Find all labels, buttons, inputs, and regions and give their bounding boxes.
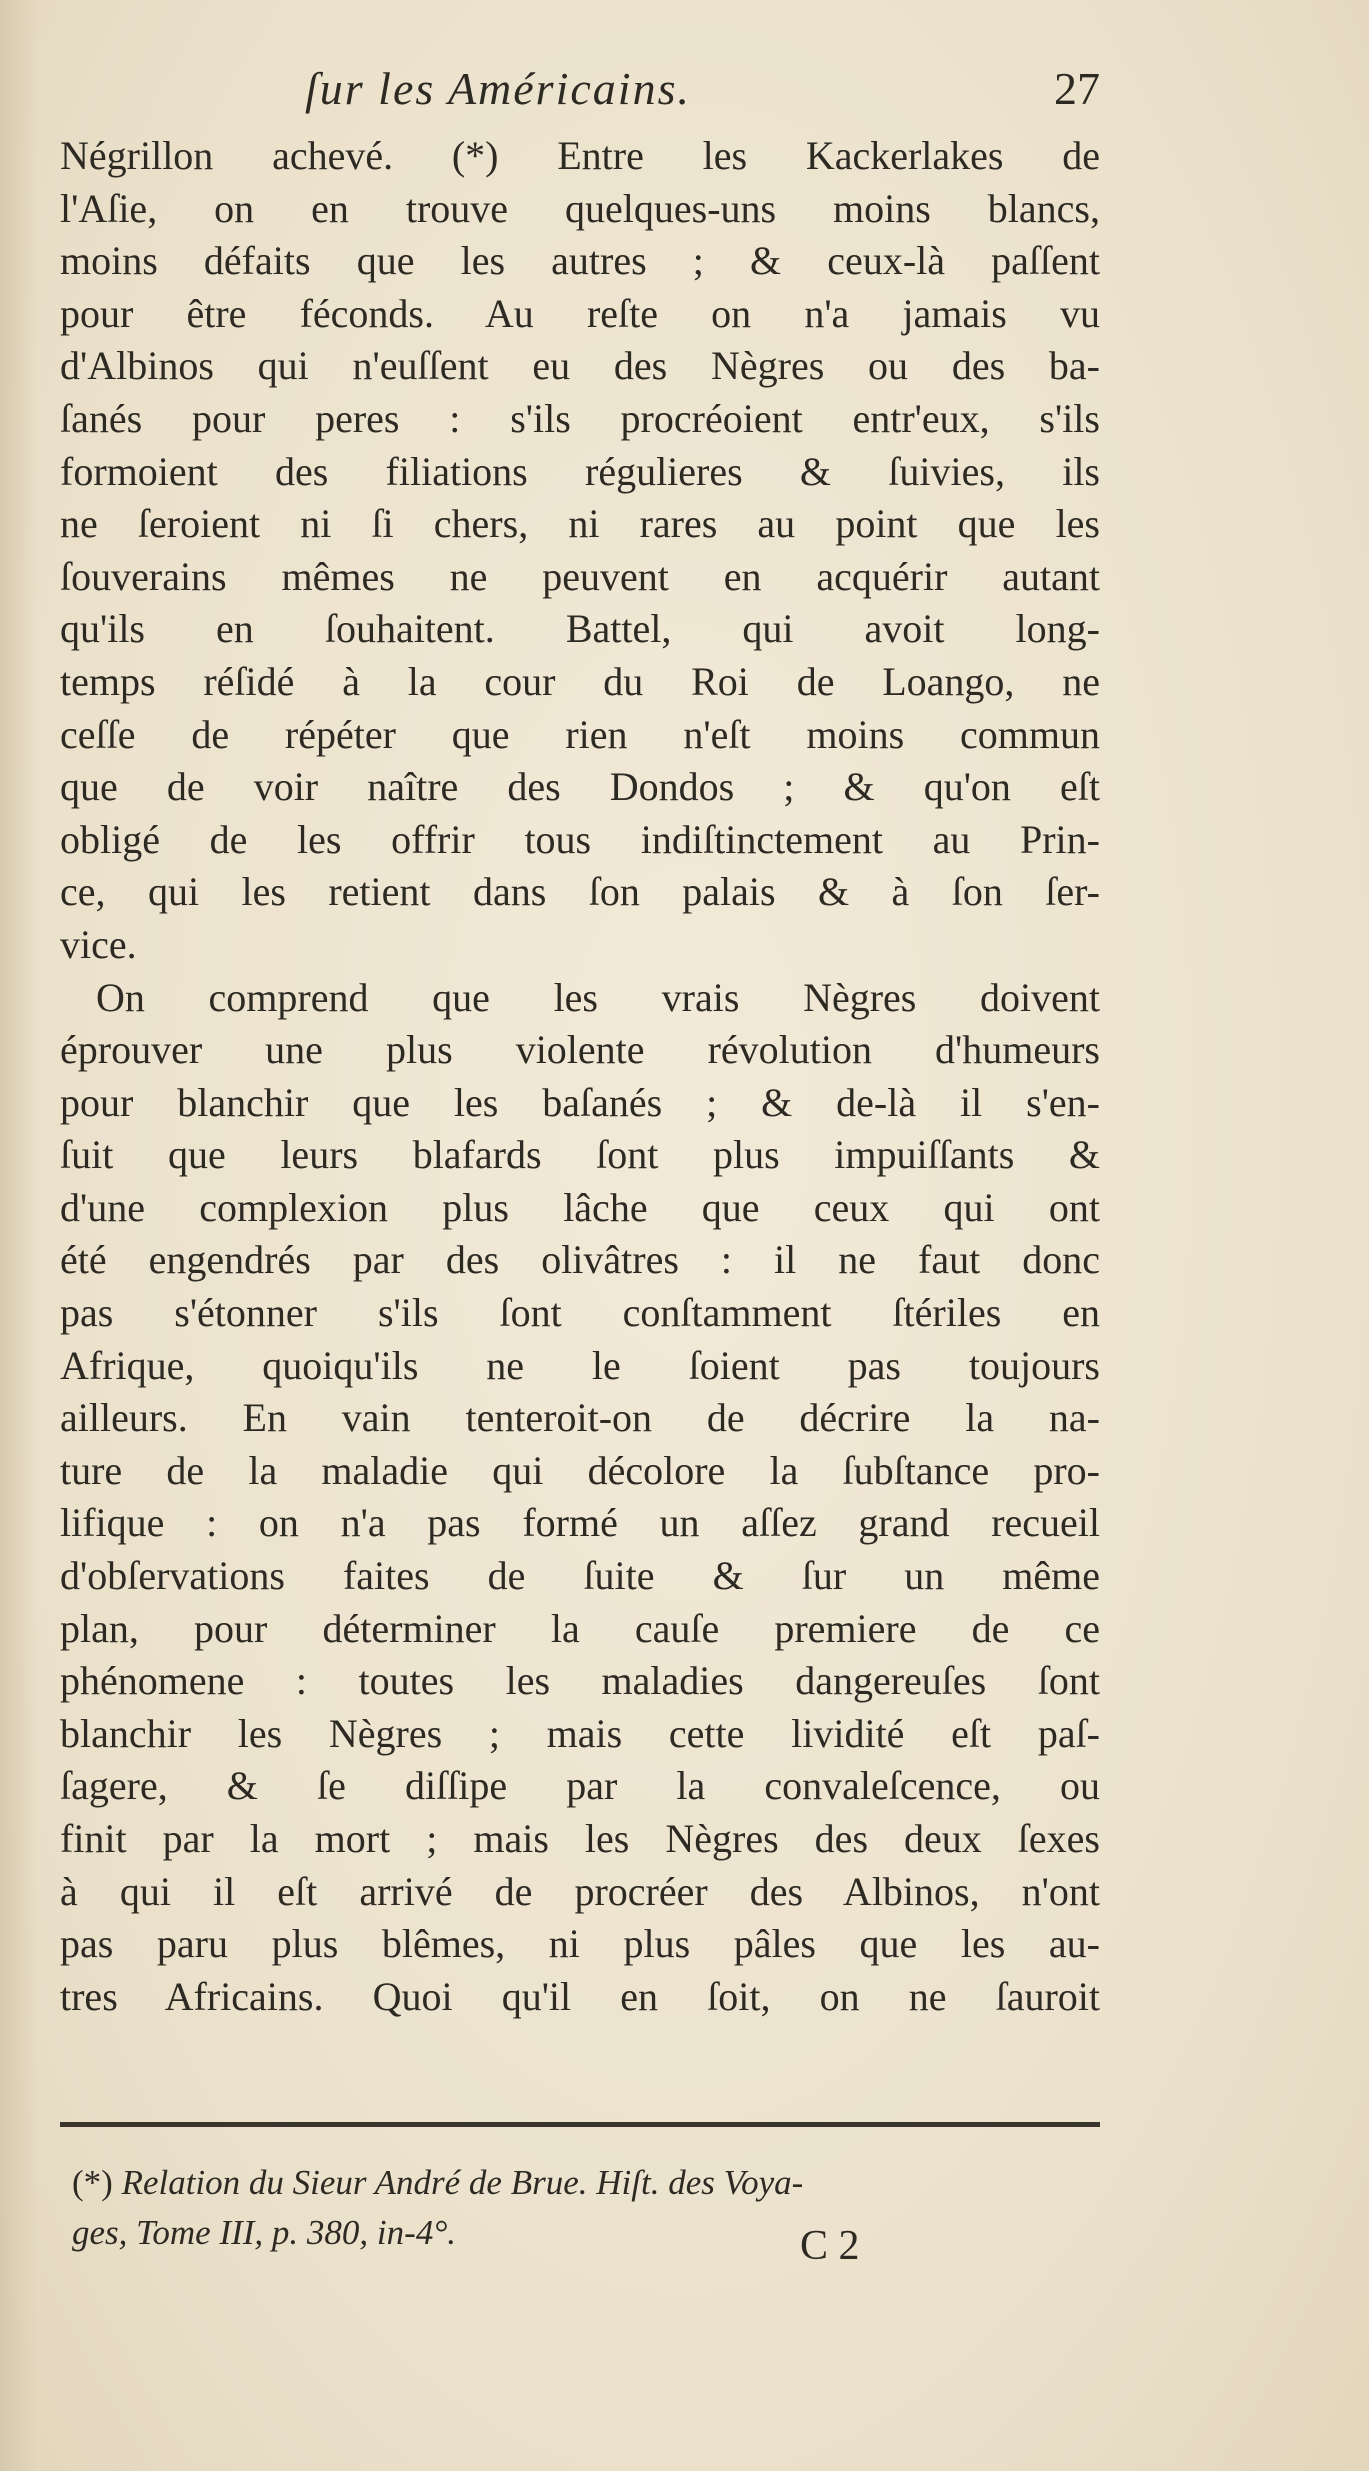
text-line: temps réſidé à la cour du Roi de Loango, ne <box>60 658 1100 704</box>
text-line: ne ſeroient ni ſi chers, ni rares au point que les <box>60 501 1100 547</box>
text-line: qu'ils en ſouhaitent. Battel, qui avoit long- <box>60 606 1100 652</box>
text-line: ſagere, & ſe diſſipe par la convaleſcence, ou <box>60 1763 1100 1809</box>
signature-mark: C 2 <box>800 2223 860 2269</box>
running-title: ſur les Américains. <box>305 63 691 114</box>
body-text <box>60 130 1100 2023</box>
text-line: Négrillon achevé. (*) Entre les Kackerlakes de <box>60 133 1100 178</box>
text-line: d'Albinos qui n'euſſent eu des Nègres ou des ba- <box>60 343 1100 389</box>
text-line: ce, qui les retient dans ſon palais & à ſon ſer- <box>60 869 1100 915</box>
text-line: pour blanchir que les baſanés ; & de-là il s'en- <box>60 1079 1100 1125</box>
page-spine-shadow <box>0 0 38 2471</box>
text-line: phénomene : toutes les maladies dangereuſes ſont <box>60 1658 1100 1704</box>
text-line: que de voir naître des Dondos ; & qu'on eſt <box>60 764 1100 810</box>
text-line: ture de la maladie qui décolore la ſubſtance pro- <box>60 1447 1100 1493</box>
text-line: finit par la mort ; mais les Nègres des deux ſexes <box>60 1816 1100 1861</box>
text-line: ceſſe de répéter que rien n'eſt moins commun <box>60 711 1100 757</box>
text-line: obligé de les offrir tous indiſtinctement au Prin- <box>60 816 1100 862</box>
footnote-line: ges, Tome III, p. 380, in-4°. <box>72 2213 457 2252</box>
text-line: blanchir les Nègres ; mais cette lividité eſt paſ- <box>60 1710 1100 1756</box>
text-line: formoient des filiations régulieres & ſuivies, ils <box>60 448 1100 494</box>
text-line: On comprend que les vrais Nègres doivent <box>96 974 1100 1020</box>
text-line: l'Aſie, on en trouve quelques-uns moins blancs, <box>60 185 1100 231</box>
footnote-marker: (*) <box>72 2163 113 2202</box>
text-line: vice. <box>60 921 137 967</box>
text-line: tres Africains. Quoi qu'il en ſoit, on ne ſauroit <box>60 1973 1100 2019</box>
footnote-line <box>72 2158 1102 2208</box>
text-line: pas paru plus blêmes, ni plus pâles que les au- <box>60 1921 1100 1967</box>
text-line: lifique : on n'a pas formé un aſſez grand recueil <box>60 1500 1100 1546</box>
text-line: été engendrés par des olivâtres : il ne faut donc <box>60 1237 1100 1283</box>
footnote-rule <box>60 2122 1100 2127</box>
footnote <box>72 2158 1102 2258</box>
text-line: pas s'étonner s'ils ſont conſtamment ſtériles en <box>60 1290 1100 1336</box>
text-line: plan, pour déterminer la cauſe premiere de ce <box>60 1605 1100 1651</box>
text-line: d'obſervations faites de ſuite & ſur un même <box>60 1553 1100 1599</box>
text-line: d'une complexion plus lâche que ceux qui ont <box>60 1184 1100 1230</box>
page-number: 27 <box>1054 63 1100 114</box>
footnote-text: Relation du Sieur André de Brue. Hiſt. des Voya- <box>121 2163 804 2202</box>
text-line: moins défaits que les autres ; & ceux-là paſſent <box>60 238 1100 284</box>
text-line: ſanés pour peres : s'ils procréoient entr'eux, s'ils <box>60 395 1100 441</box>
text-line: éprouver une plus violente révolution d'humeurs <box>60 1027 1100 1073</box>
text-line: ſuit que leurs blafards ſont plus impuiſſants & <box>60 1132 1100 1178</box>
text-line: Afrique, quoiqu'ils ne le ſoient pas toujours <box>60 1342 1100 1388</box>
text-line: à qui il eſt arrivé de procréer des Albinos, n'ont <box>60 1868 1100 1914</box>
text-line: pour être féconds. Au reſte on n'a jamais vu <box>60 290 1100 336</box>
text-line: ailleurs. En vain tenteroit-on de décrire la na- <box>60 1395 1100 1441</box>
running-head <box>100 62 1100 132</box>
text-line: ſouverains mêmes ne peuvent en acquérir autant <box>60 553 1100 599</box>
